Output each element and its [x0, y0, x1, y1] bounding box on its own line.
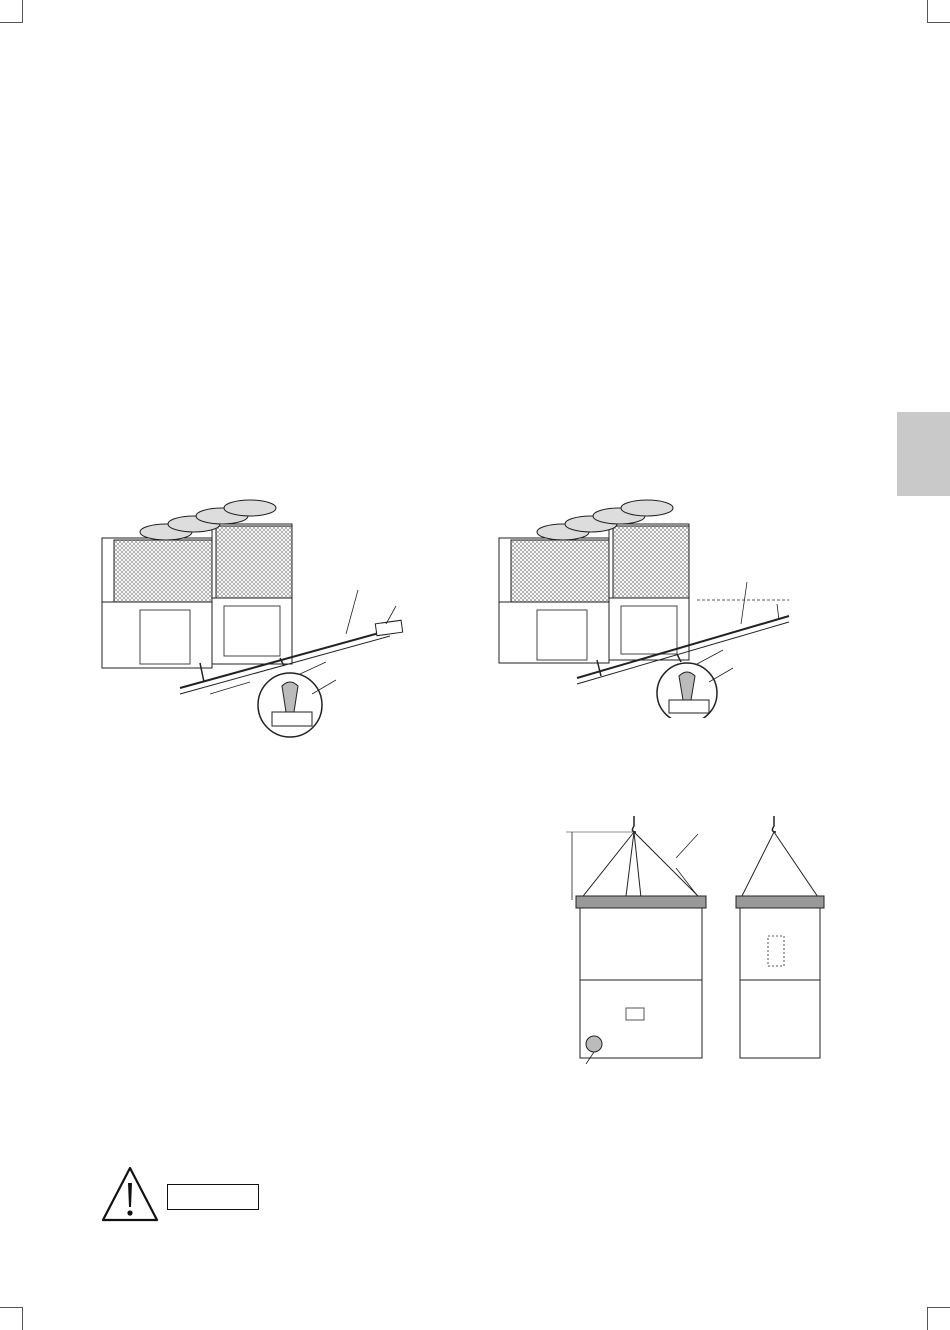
figure-14: [486, 812, 846, 1074]
warning-icon: [100, 1165, 160, 1223]
figure-13-drawing: [497, 498, 797, 718]
crop-mark-bottom-left: [0, 1307, 23, 1330]
figure-12: [100, 498, 480, 738]
figure-12-drawing: [100, 498, 480, 738]
figure-14-drawing: [486, 812, 846, 1074]
caution-label: [167, 1184, 259, 1210]
figure-13: [497, 498, 797, 718]
crop-mark-top-right: [927, 0, 950, 23]
language-tab: [897, 412, 950, 496]
crop-mark-top-left: [0, 0, 23, 23]
crop-mark-bottom-right: [927, 1307, 950, 1330]
